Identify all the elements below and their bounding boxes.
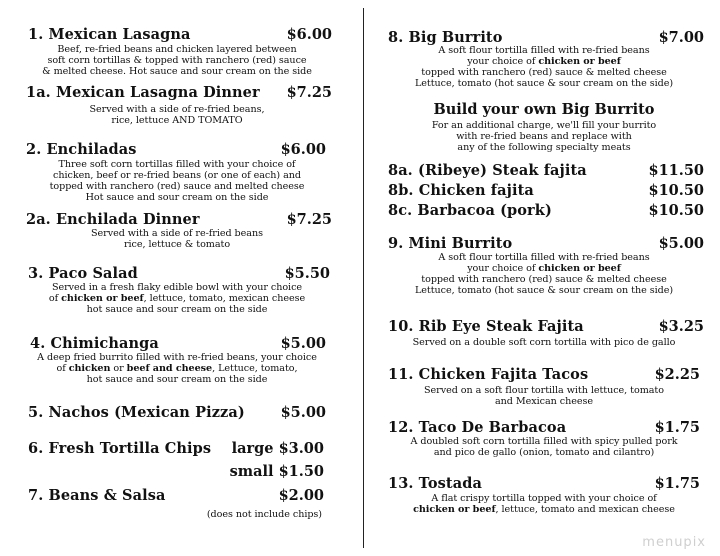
item-price: $3.25 [658, 318, 704, 335]
menu-item-chicken-fajita-tacos [384, 366, 704, 407]
menu-item-mexican-lasagna-dinner [22, 84, 332, 126]
item-price: $1.75 [654, 475, 700, 492]
item-price: $2.25 [654, 366, 700, 383]
menu-item-big-burrito [384, 29, 704, 89]
item-price-large: large $3.00 [231, 440, 324, 457]
item-price: $10.50 [648, 202, 704, 219]
menu-item-tostada [384, 475, 704, 515]
item-description: Served in a fresh flaky edible bowl with your choice of chicken or beef, lettuce, tomato, mexican cheese hot sauce and sour cream on the side [48, 282, 306, 315]
menupix-watermark: menupix [642, 535, 706, 550]
item-price: $5.00 [658, 235, 704, 252]
item-price: $10.50 [648, 182, 704, 199]
item-description: Served on a double soft corn tortilla with pico de gallo [412, 337, 676, 348]
menu-item-mini-burrito [384, 235, 704, 296]
item-description: Three soft corn tortillas filled with your choice of chicken, beef or re-fried beans (or one of each) and topped with ranchero (red) sauce and melted cheese Hot sauce and sour cream on the side [49, 159, 305, 203]
section-title: Build your own Big Burrito [433, 101, 655, 118]
item-name: 9. Mini Burrito [388, 235, 513, 252]
item-description: (does not include chips) [206, 509, 322, 520]
menu-item-tortilla-chips [22, 440, 332, 487]
item-price: $7.25 [286, 84, 332, 101]
item-name: 4. Chimichanga [30, 335, 159, 352]
item-price: $1.75 [654, 419, 700, 436]
item-price: $7.25 [286, 211, 332, 228]
menu-item-nachos [22, 404, 332, 428]
item-description: A soft flour tortilla filled with re-fried beans your choice of chicken or beef topped with ranchero (red) sauce & melted cheese Lettuce, tomato (hot sauce & sour cream on the side) [414, 45, 674, 89]
item-price: $11.50 [648, 162, 704, 179]
item-description: Beef, re-fried beans and chicken layered between soft corn tortillas & topped with ranchero (red) sauce & melted cheese. Hot sauce and sour cream on the side [42, 44, 312, 77]
build-your-own-section [384, 100, 704, 153]
item-name: 3. Paco Salad [28, 265, 138, 282]
menu-item-beans-salsa [22, 487, 332, 520]
item-price: $5.00 [280, 335, 326, 352]
item-name: 7. Beans & Salsa [28, 487, 166, 504]
item-name: 8c. Barbacoa (pork) [388, 202, 552, 219]
item-description: A soft flour tortilla filled with re-fried beans your choice of chicken or beef topped with ranchero (red) sauce & melted cheese Lettuce, tomato (hot sauce & sour cream on the side) [414, 252, 674, 296]
column-divider [363, 8, 364, 548]
item-description: A doubled soft corn tortilla filled with spicy pulled pork and pico de gallo (onion, tomato and cilantro) [410, 436, 678, 458]
item-price: $6.00 [286, 26, 332, 43]
item-description: Served with a side of re-fried beans, rice, lettuce AND TOMATO [89, 104, 265, 126]
item-description: Served with a side of re-fried beans rice, lettuce & tomato [91, 228, 263, 250]
item-description: A flat crispy tortilla topped with your choice of chicken or beef, lettuce, tomato and mexican cheese [413, 493, 675, 515]
menu-item-mexican-lasagna [22, 26, 332, 77]
item-name: 2a. Enchilada Dinner [26, 211, 200, 228]
item-description: Served on a soft flour tortilla with lettuce, tomato and Mexican cheese [424, 385, 664, 407]
item-price: $2.00 [278, 487, 324, 504]
item-price: $6.00 [280, 141, 326, 158]
item-price: $5.50 [284, 265, 330, 282]
menu-item-taco-de-barbacoa [384, 419, 704, 458]
item-name: 11. Chicken Fajita Tacos [388, 366, 589, 383]
menu-item-enchilada-dinner [22, 211, 332, 250]
item-name: 6. Fresh Tortilla Chips [28, 440, 212, 457]
item-name: 8. Big Burrito [388, 29, 503, 46]
menu-item-rib-eye-fajita [384, 318, 704, 348]
item-name: 12. Taco De Barbacoa [388, 419, 567, 436]
menu-item-enchiladas [22, 141, 332, 203]
item-price-small: small $1.50 [229, 463, 324, 480]
item-name: 8a. (Ribeye) Steak fajita [388, 162, 587, 179]
item-name: 13. Tostada [388, 475, 482, 492]
item-price: $5.00 [280, 404, 326, 421]
item-price: $7.00 [658, 29, 704, 46]
item-name: 10. Rib Eye Steak Fajita [388, 318, 584, 335]
section-description: For an additional charge, we'll fill your burrito with re-fried beans and replace with any of the following specialty meats [431, 120, 657, 153]
item-name: 1. Mexican Lasagna [28, 26, 191, 43]
item-name: 8b. Chicken fajita [388, 182, 534, 199]
item-name: 5. Nachos (Mexican Pizza) [28, 404, 245, 421]
menu-item-paco-salad [22, 265, 332, 315]
menu-item-barbacoa [384, 202, 704, 226]
item-name: 1a. Mexican Lasagna Dinner [26, 84, 260, 101]
menu-item-chimichanga [22, 335, 332, 385]
item-name: 2. Enchiladas [26, 141, 137, 158]
item-description: A deep fried burrito filled with re-fried beans, your choice of chicken or beef and cheese, Lettuce, tomato, hot sauce and sour cream on the side [37, 352, 317, 385]
